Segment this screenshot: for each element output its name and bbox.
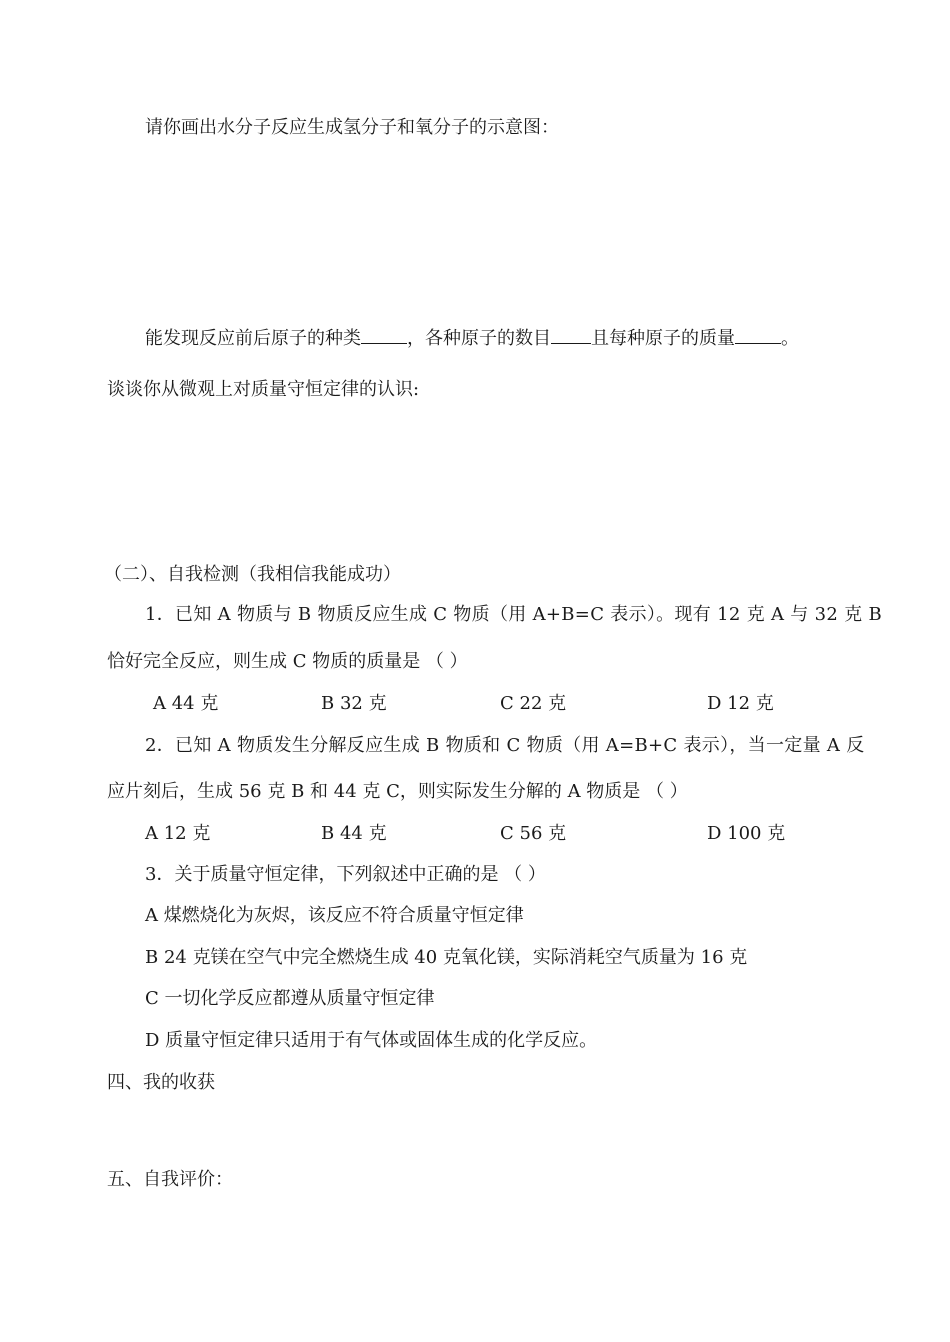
q1-option-b[interactable]: B 32 克 bbox=[321, 693, 387, 714]
micro-view-prompt: 谈谈你从微观上对质量守恒定律的认识: bbox=[107, 379, 420, 400]
find-text-3: 且每种原子的质量 bbox=[591, 328, 735, 349]
self-evaluation-heading: 五、自我评价： bbox=[107, 1169, 233, 1190]
q2-option-a[interactable]: A 12 克 bbox=[145, 823, 211, 844]
q3-option-d[interactable]: D 质量守恒定律只适用于有气体或固体生成的化学反应。 bbox=[145, 1030, 598, 1051]
q3-line1: 3．关于质量守恒定律，下列叙述中正确的是 （ ） bbox=[145, 864, 546, 885]
q2-option-d[interactable]: D 100 克 bbox=[707, 823, 786, 844]
blank-mass[interactable] bbox=[735, 327, 781, 344]
q1-option-d[interactable]: D 12 克 bbox=[707, 693, 774, 714]
q2-line2: 应片刻后，生成 56 克 B 和 44 克 C，则实际发生分解的 A 物质是 （ ） bbox=[107, 781, 688, 802]
my-gains-heading: 四、我的收获 bbox=[107, 1072, 215, 1093]
q1-option-c[interactable]: C 22 克 bbox=[500, 693, 567, 714]
q2-line1: 2．已知 A 物质发生分解反应生成 B 物质和 C 物质（用 A=B+C 表示），当一定量 A 反 bbox=[145, 735, 865, 756]
q1-line1: 1．已知 A 物质与 B 物质反应生成 C 物质（用 A+B=C 表示）。现有 12 克 A 与 32 克 B bbox=[145, 604, 882, 625]
q2-option-b[interactable]: B 44 克 bbox=[321, 823, 387, 844]
find-text-4: 。 bbox=[781, 328, 799, 349]
q3-option-b[interactable]: B 24 克镁在空气中完全燃烧生成 40 克氧化镁，实际消耗空气质量为 16 克 bbox=[145, 947, 748, 968]
blank-type[interactable] bbox=[361, 327, 407, 344]
self-test-heading: （二）、自我检测（我相信我能成功） bbox=[104, 564, 401, 585]
q3-option-a[interactable]: A 煤燃烧化为灰烬，该反应不符合质量守恒定律 bbox=[145, 905, 524, 926]
q2-option-c[interactable]: C 56 克 bbox=[500, 823, 567, 844]
find-text-2: ，各种原子的数目 bbox=[407, 328, 551, 349]
find-text-1: 能发现反应前后原子的种类 bbox=[145, 328, 361, 349]
q1-option-a[interactable]: A 44 克 bbox=[153, 693, 219, 714]
q1-line2: 恰好完全反应，则生成 C 物质的质量是 （ ） bbox=[107, 651, 468, 672]
find-line bbox=[145, 327, 799, 351]
draw-prompt: 请你画出水分子反应生成氢分子和氧分子的示意图： bbox=[145, 117, 559, 138]
blank-count[interactable] bbox=[551, 327, 591, 344]
q3-option-c[interactable]: C 一切化学反应都遵从质量守恒定律 bbox=[145, 988, 435, 1009]
